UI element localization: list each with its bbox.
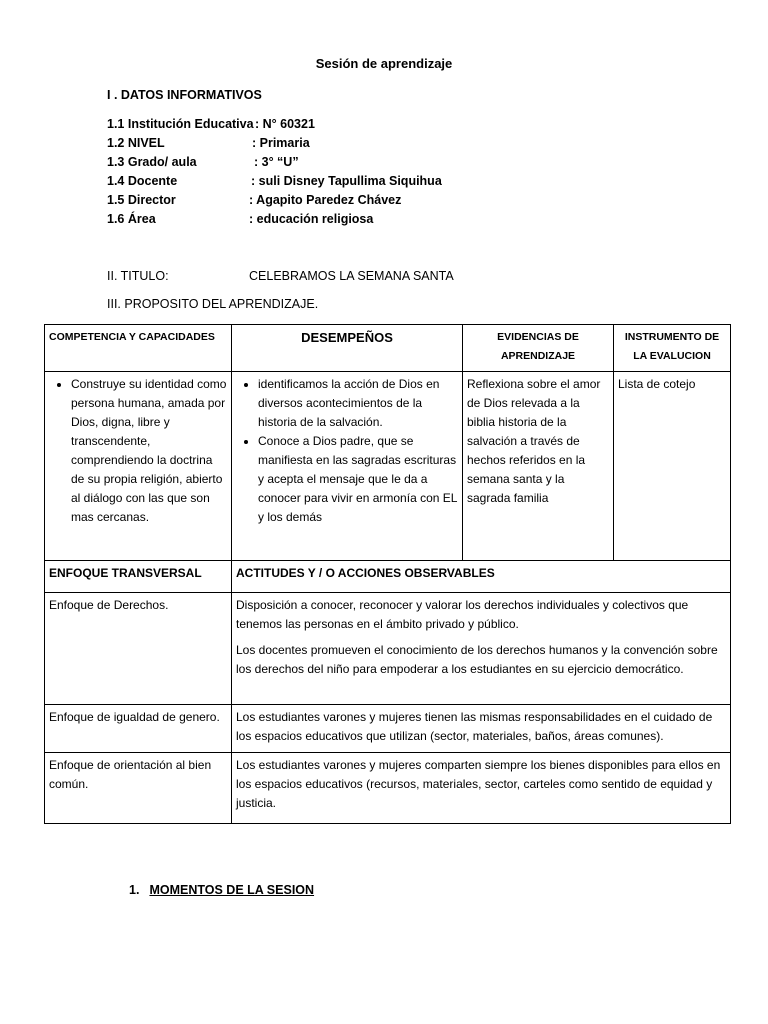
enfoque-name: Enfoque de Derechos.: [45, 593, 232, 705]
header-evidencias: EVIDENCIAS DE APRENDIZAJE: [463, 325, 614, 372]
info-value-grado: : 3° “U”: [254, 155, 299, 169]
datos-informativos-heading: I . DATOS INFORMATIVOS: [107, 88, 262, 102]
enfoque-header: ENFOQUE TRANSVERSAL: [45, 561, 232, 593]
enfoque-name: Enfoque de orientación al bien común.: [45, 753, 232, 824]
header-competencia: COMPETENCIA Y CAPACIDADES: [45, 325, 232, 372]
evidencia-cell: Reflexiona sobre el amor de Dios relevada a la biblia historia de la salvación a través de hechos referidos en la semana santa y la sagrada familia: [463, 372, 614, 561]
instrumento-cell: Lista de cotejo: [614, 372, 731, 561]
momentos-title: MOMENTOS DE LA SESION: [149, 883, 315, 897]
desempenos-cell: [232, 372, 463, 561]
info-label-grado: 1.3 Grado/ aula: [107, 155, 197, 169]
competencia-cell: [45, 372, 232, 561]
info-value-nivel: : Primaria: [252, 136, 310, 150]
header-desempenos: DESEMPEÑOS: [232, 325, 463, 372]
info-label-institucion: 1.1 Institución Educativa: [107, 117, 254, 131]
info-label-nivel: 1.2 NIVEL: [107, 136, 165, 150]
enfoque-text: Los estudiantes varones y mujeres comparten siempre los bienes disponibles para ellos en los espacios educativos (recursos, materiales, sector, carteles como sentido de equidad y justicia.: [236, 758, 721, 810]
enfoque-text: Los docentes promueven el conocimiento de los derechos humanos y la convención sobre los derechos del niño para empoderar a los estudiantes en su ejercicio democrático.: [236, 643, 718, 676]
info-label-docente: 1.4 Docente: [107, 174, 178, 188]
momentos-number: 1.: [129, 883, 140, 897]
enfoque-text-cell: [232, 753, 731, 824]
info-label-area: 1.6 Área: [107, 212, 156, 226]
info-value-institucion: : N° 60321: [255, 117, 315, 131]
info-value-area: : educación religiosa: [249, 212, 374, 226]
header-instrumento: INSTRUMENTO DE LA EVALUCION: [614, 325, 731, 372]
desempeno-item: • identificamos la acción de Dios en diversos acontecimientos de la historia de la salvación.: [258, 375, 458, 432]
info-value-director: : Agapito Paredez Chávez: [249, 193, 402, 207]
momentos-heading: [129, 883, 314, 897]
enfoque-text-cell: [232, 593, 731, 705]
enfoque-text-cell: [232, 705, 731, 753]
enfoque-name: Enfoque de igualdad de genero.: [45, 705, 232, 753]
proposito-heading: III. PROPOSITO DEL APRENDIZAJE.: [107, 297, 319, 311]
proposito-table: [44, 324, 731, 824]
desempeno-item: • Conoce a Dios padre, que se manifiesta en las sagradas escrituras y acepta el mensaje que le da a conocer para vivir en armonía con EL y los demás: [258, 432, 458, 527]
competencia-item: • Construye su identidad como persona humana, amada por Dios, digna, libre y transcendente, comprendiendo la doctrina de su propia religión, abierto al diálogo con las que son mas cercanas.: [71, 375, 227, 527]
titulo-value: CELEBRAMOS LA SEMANA SANTA: [249, 269, 454, 283]
titulo-label: II. TITULO:: [107, 269, 169, 283]
info-value-docente: : suli Disney Tapullima Siquihua: [251, 174, 442, 188]
page-title: Sesión de aprendizaje: [315, 56, 453, 71]
info-label-director: 1.5 Director: [107, 193, 176, 207]
enfoque-text: Los estudiantes varones y mujeres tienen las mismas responsabilidades en el cuidado de los espacios educativos que utilizan (sector, materiales, baños, áreas comunes).: [236, 710, 713, 743]
actitudes-header: ACTITUDES Y / O ACCIONES OBSERVABLES: [232, 561, 731, 593]
enfoque-text: Disposición a conocer, reconocer y valorar los derechos individuales y colectivos que tenemos las personas en el ámbito privado y público.: [236, 598, 689, 631]
